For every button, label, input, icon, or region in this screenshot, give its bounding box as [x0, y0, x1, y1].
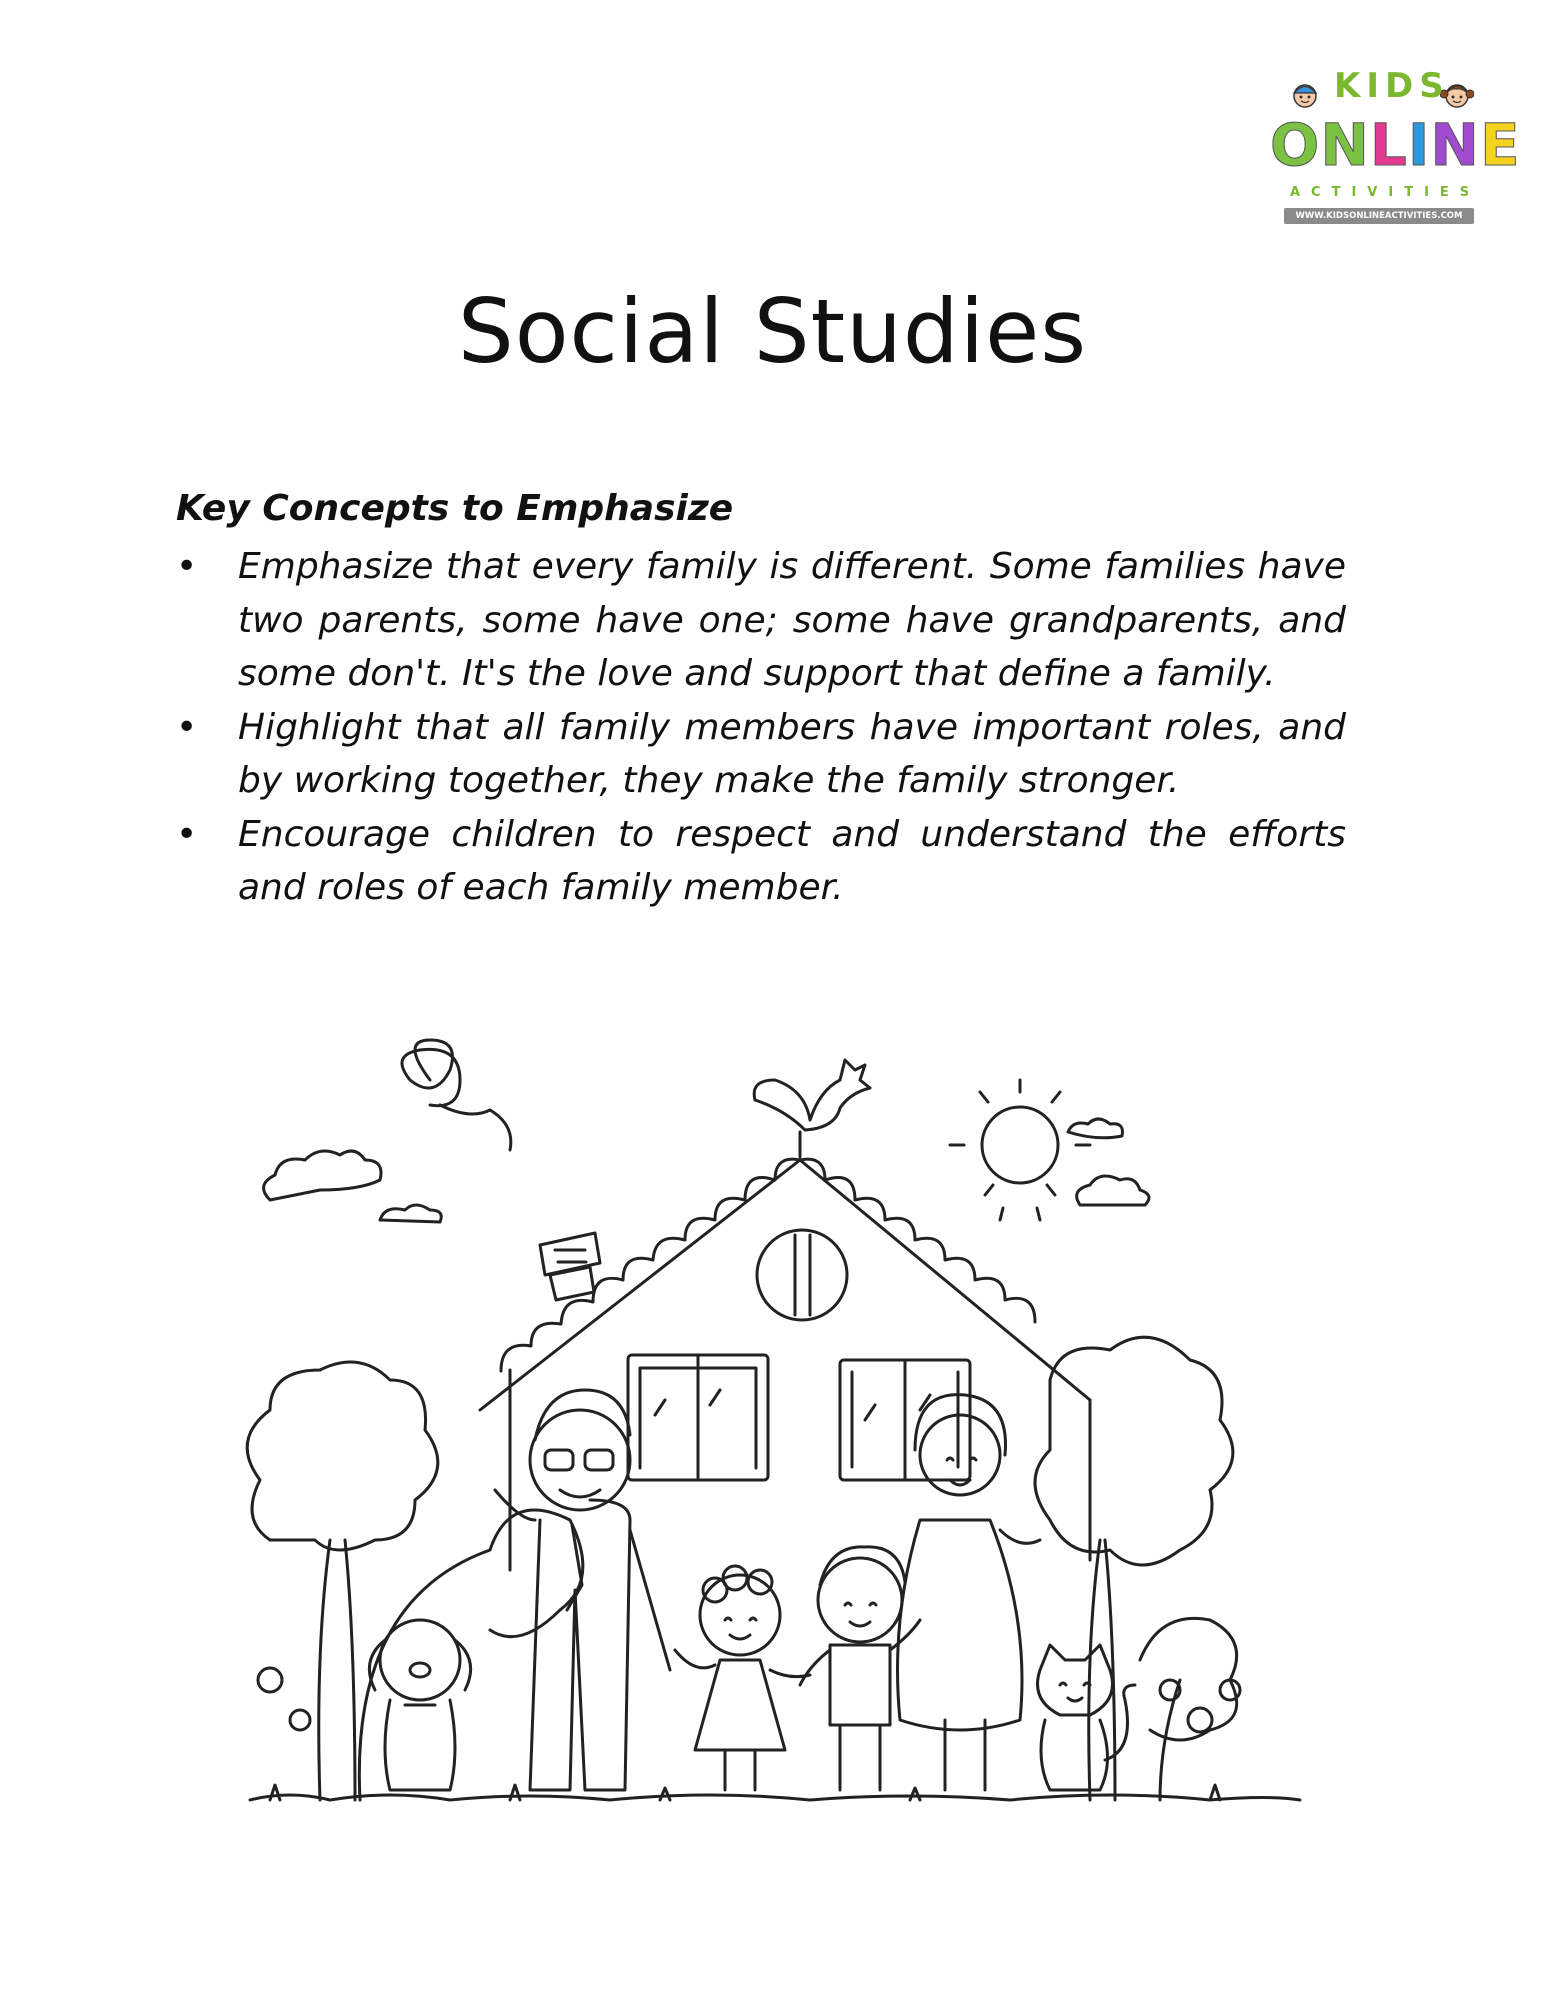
- spiral-cloud-icon: [402, 1040, 511, 1150]
- cat-icon: [1038, 1645, 1136, 1790]
- round-window-icon: [757, 1230, 847, 1320]
- logo-online-letter: O: [1270, 111, 1321, 179]
- sun-icon: [950, 1080, 1090, 1220]
- logo-activities-text: ACTIVITIES: [1290, 185, 1481, 200]
- logo-online-letter: L: [1369, 111, 1408, 179]
- page-title: Social Studies: [457, 280, 1088, 383]
- rooster-weathervane-icon: [754, 1060, 870, 1157]
- key-concepts-list: [176, 540, 1346, 915]
- logo-online-letter: N: [1320, 111, 1370, 179]
- logo-url: WWW.KIDSONLINEACTIVITIES.COM: [1284, 208, 1474, 224]
- logo-online-letter: N: [1430, 111, 1480, 179]
- cloud-right: [1077, 1176, 1149, 1205]
- key-concepts-heading: Key Concepts to Emphasize: [176, 488, 734, 529]
- logo-online-text: [1270, 111, 1521, 179]
- logo-kids-text: KIDS: [1334, 66, 1450, 106]
- cloud-left-small: [380, 1205, 441, 1222]
- family-house-coloring-illustration: [210, 1020, 1320, 1850]
- boy-face-icon: [1290, 80, 1320, 110]
- house-roof: [480, 1159, 1090, 1410]
- cloud-left: [264, 1151, 381, 1200]
- ground-grass: [250, 1785, 1300, 1800]
- list-item: • Emphasize that every family is different. Some families have two parents, some have one; some have grandparents, and some don't. It's the love and support that define a family.: [176, 540, 1346, 701]
- logo-online-letter: I: [1407, 111, 1431, 179]
- list-item: • Highlight that all family members have important roles, and by working together, they make the family stronger.: [176, 701, 1346, 808]
- list-item: • Encourage children to respect and understand the efforts and roles of each family member.: [176, 808, 1346, 915]
- site-logo: [1270, 66, 1521, 236]
- boy-figure: [800, 1547, 920, 1790]
- window-left-icon: [628, 1355, 768, 1480]
- window-right-icon: [840, 1360, 970, 1480]
- logo-online-letter: E: [1479, 111, 1521, 179]
- father-figure: [495, 1390, 670, 1790]
- girl-figure: [675, 1566, 810, 1790]
- chimney-icon: [540, 1233, 600, 1300]
- flowers-icon: [258, 1668, 1240, 1732]
- cloud-right-top: [1068, 1119, 1123, 1138]
